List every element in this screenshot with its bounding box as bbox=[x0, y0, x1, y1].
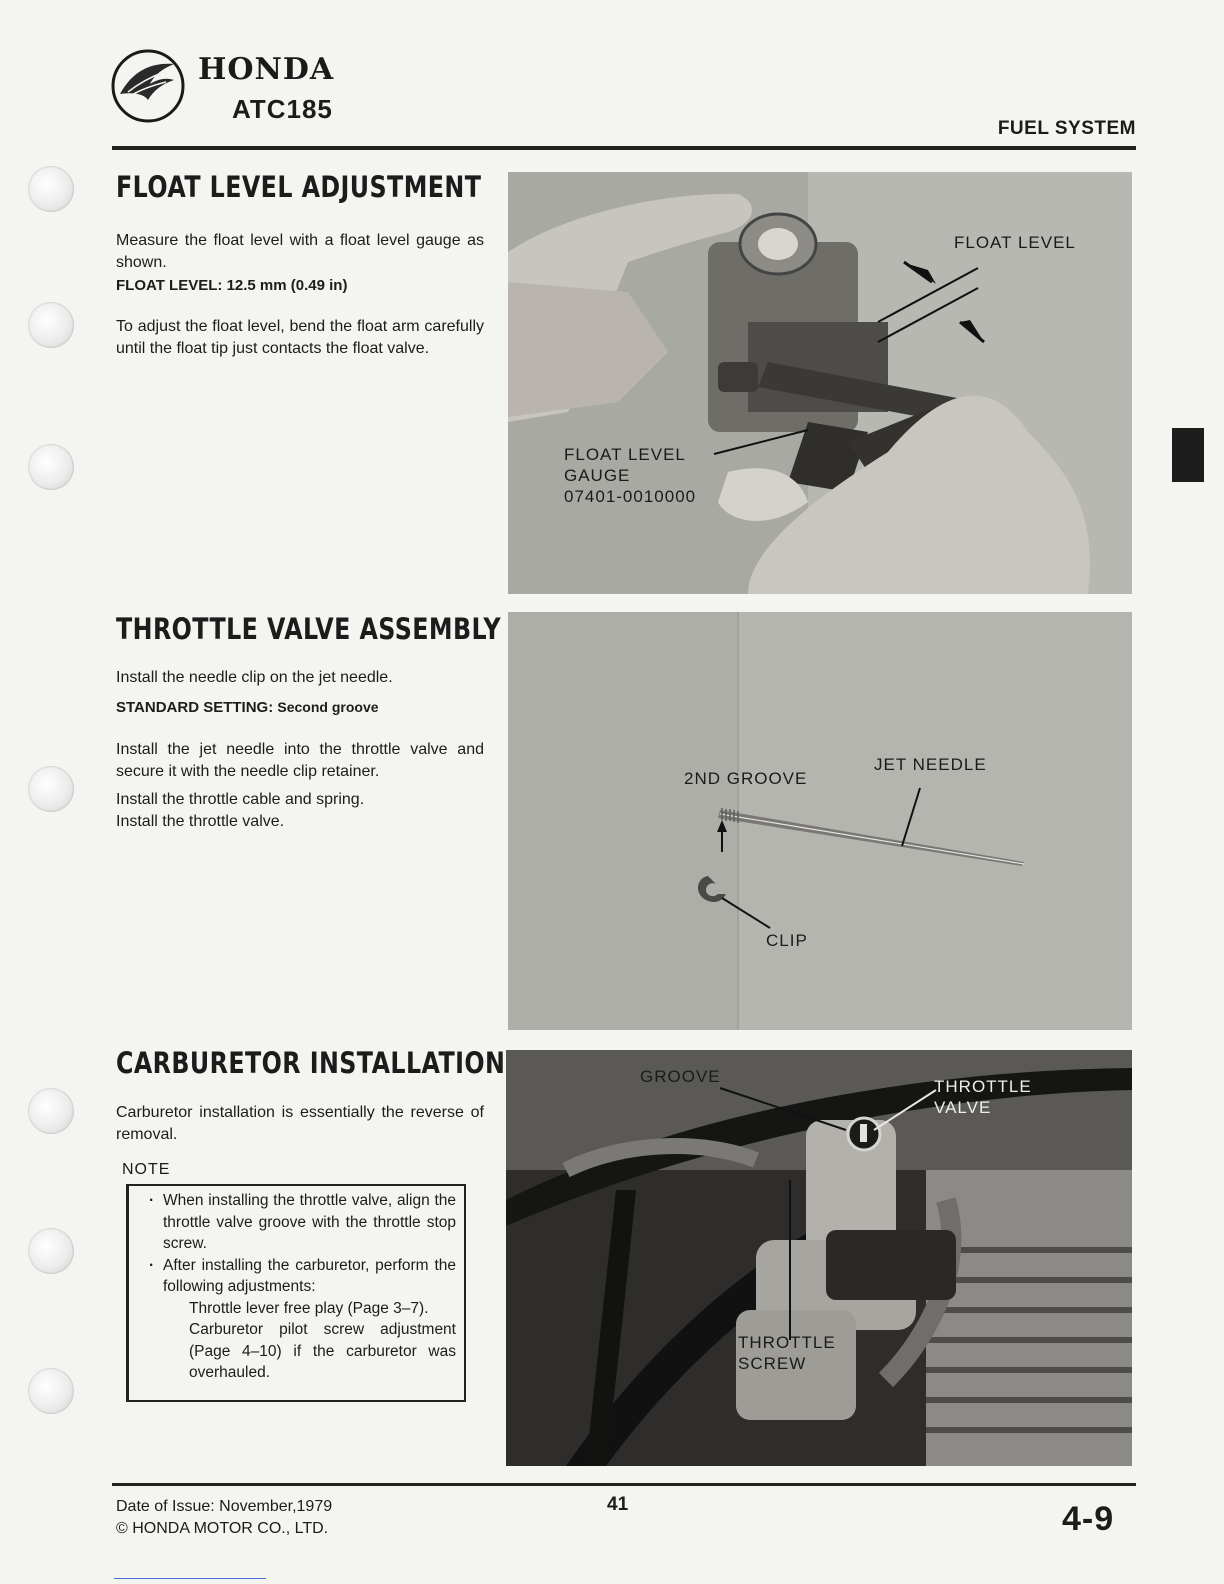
model-name: ATC185 bbox=[232, 94, 333, 124]
note-item: · After installing the carburetor, perform the following adjustments: bbox=[143, 1255, 456, 1298]
note-subitem: Carburetor pilot screw adjustment (Page 4–10) if the carburetor was overhauled. bbox=[189, 1321, 456, 1381]
scan-mark bbox=[114, 1578, 266, 1579]
carburetor-installation-heading: CARBURETOR INSTALLATION bbox=[116, 1046, 506, 1080]
throttle-standard-setting bbox=[116, 699, 379, 716]
jet-needle-photo bbox=[508, 612, 1132, 1030]
carburetor-text-1: Carburetor installation is essentially the reverse of removal. bbox=[116, 1104, 484, 1143]
throttle-text-1: Install the needle clip on the jet needle. bbox=[116, 669, 393, 686]
float-level-text-2: To adjust the float level, bend the float arm carefully until the float tip just contacts the float valve. bbox=[116, 318, 484, 357]
binder-hole bbox=[28, 1228, 74, 1274]
date-of-issue: Date of Issue: November,1979 bbox=[116, 1498, 333, 1515]
float-level-text-1: Measure the float level with a float level gauge as shown. bbox=[116, 232, 484, 271]
throttle-valve-heading: THROTTLE VALVE ASSEMBLY bbox=[116, 612, 502, 646]
binder-hole bbox=[28, 166, 74, 212]
footer-rule bbox=[112, 1483, 1136, 1486]
label-groove: GROOVE bbox=[640, 1067, 721, 1086]
page-reference: 4-9 bbox=[1062, 1500, 1115, 1538]
label-2nd-groove: 2ND GROOVE bbox=[684, 769, 808, 788]
label-throttle-valve: THROTTLE VALVE bbox=[934, 1077, 1032, 1117]
label-float-level: FLOAT LEVEL bbox=[954, 233, 1076, 252]
binder-hole bbox=[28, 766, 74, 812]
header-rule bbox=[112, 146, 1136, 150]
throttle-text-2: Install the jet needle into the throttle valve and secure it with the needle clip retainer. bbox=[116, 741, 484, 780]
binder-hole bbox=[28, 1368, 74, 1414]
note-box bbox=[126, 1184, 466, 1402]
label-clip: CLIP bbox=[766, 931, 808, 950]
spec-value: 12.5 mm (0.49 in) bbox=[226, 277, 348, 294]
binder-hole bbox=[28, 302, 74, 348]
spec-label: STANDARD SETTING: bbox=[116, 699, 274, 716]
section-title: FUEL SYSTEM bbox=[997, 118, 1136, 139]
page-number: 41 bbox=[607, 1494, 629, 1515]
throttle-text-4: Install the throttle valve. bbox=[116, 813, 285, 830]
copyright: © HONDA MOTOR CO., LTD. bbox=[116, 1520, 329, 1537]
section-tab-marker bbox=[1172, 428, 1204, 482]
carburetor-installed-photo bbox=[506, 1050, 1132, 1466]
spec-value: Second groove bbox=[277, 699, 379, 715]
note-item: · When installing the throttle valve, align the throttle valve groove with the throttle stop screw. bbox=[143, 1190, 456, 1255]
brand-name: HONDA bbox=[198, 52, 335, 87]
note-subitem: Throttle lever free play (Page 3–7). bbox=[189, 1299, 429, 1317]
note-label: NOTE bbox=[122, 1161, 171, 1178]
float-level-photo bbox=[508, 172, 1132, 594]
label-jet-needle: JET NEEDLE bbox=[874, 755, 987, 774]
label-throttle-screw: THROTTLE SCREW bbox=[738, 1333, 836, 1373]
float-level-heading: FLOAT LEVEL ADJUSTMENT bbox=[116, 170, 482, 204]
spec-label: FLOAT LEVEL: bbox=[116, 277, 223, 294]
binder-hole bbox=[28, 1088, 74, 1134]
honda-wing-logo bbox=[110, 48, 186, 124]
binder-hole bbox=[28, 444, 74, 490]
label-float-level-gauge: FLOAT LEVEL GAUGE 07401-0010000 bbox=[564, 445, 697, 506]
float-level-spec bbox=[116, 277, 347, 294]
throttle-text-3: Install the throttle cable and spring. bbox=[116, 791, 365, 808]
